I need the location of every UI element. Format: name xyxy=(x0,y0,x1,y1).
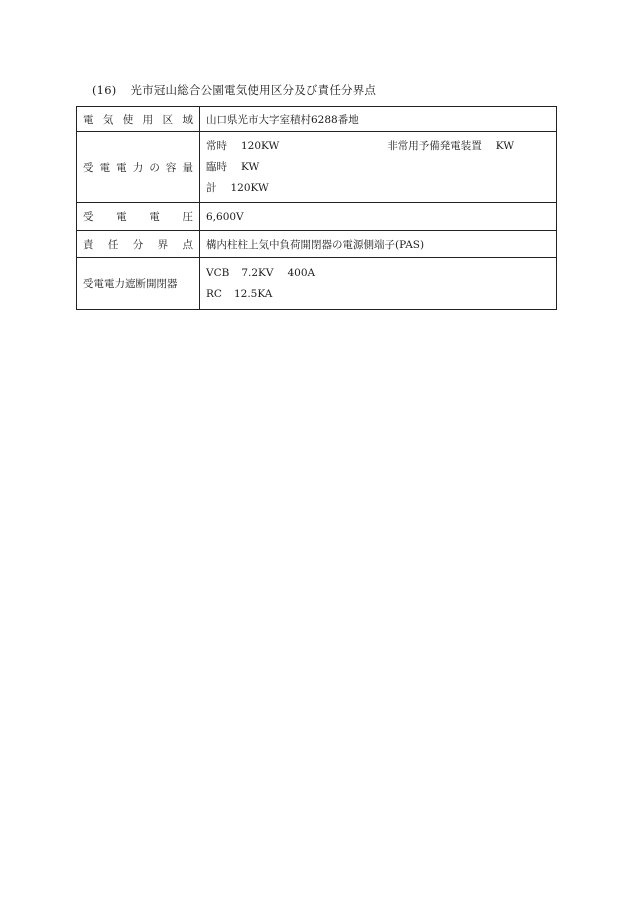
area-label: 電 気 使 用 区 域 xyxy=(77,107,200,132)
rc-value: 12.5KA xyxy=(233,287,273,300)
capacity-line-temporary xyxy=(206,157,550,178)
section-number: (16) xyxy=(92,83,117,97)
boundary-value: 構内柱柱上気中負荷開閉器の電源側端子(PAS) xyxy=(200,231,557,258)
capacity-value xyxy=(200,132,557,203)
breaker-value xyxy=(200,258,557,310)
voltage-value: 6,600V xyxy=(200,203,557,231)
regular-value: 120KW xyxy=(241,139,280,152)
total-value: 120KW xyxy=(230,181,269,194)
vcb-label: VCB xyxy=(206,266,230,279)
section-title: 光市冠山総合公園電気使用区分及び責任分界点 xyxy=(130,83,377,97)
regular-label: 常時 xyxy=(206,139,227,152)
electric-use-table xyxy=(76,106,557,310)
table-row-boundary xyxy=(77,231,557,258)
table-row-area xyxy=(77,107,557,132)
emergency-label: 非常用予備発電装置 xyxy=(387,139,482,152)
table-row-capacity xyxy=(77,132,557,203)
breaker-line-vcb xyxy=(206,263,550,284)
temporary-label: 臨時 xyxy=(206,160,227,173)
total-label: 計 xyxy=(206,181,217,194)
capacity-line-total xyxy=(206,178,550,199)
capacity-label: 受 電 電 力 の 容 量 xyxy=(77,132,200,203)
area-value: 山口県光市大字室積村6288番地 xyxy=(200,107,557,132)
voltage-label: 受 電 電 圧 xyxy=(77,203,200,231)
boundary-label: 責 任 分 界 点 xyxy=(77,231,200,258)
rc-label: RC xyxy=(206,287,222,300)
section-heading xyxy=(92,82,376,98)
capacity-line-regular xyxy=(206,136,550,157)
table-row-breaker xyxy=(77,258,557,310)
emergency-value: KW xyxy=(495,139,514,152)
vcb-current: 400A xyxy=(287,266,316,279)
breaker-line-rc xyxy=(206,284,550,305)
temporary-value: KW xyxy=(241,160,260,173)
table-row-voltage xyxy=(77,203,557,231)
vcb-voltage: 7.2KV xyxy=(241,266,274,279)
breaker-label: 受電電力遮断開閉器 xyxy=(77,258,200,310)
